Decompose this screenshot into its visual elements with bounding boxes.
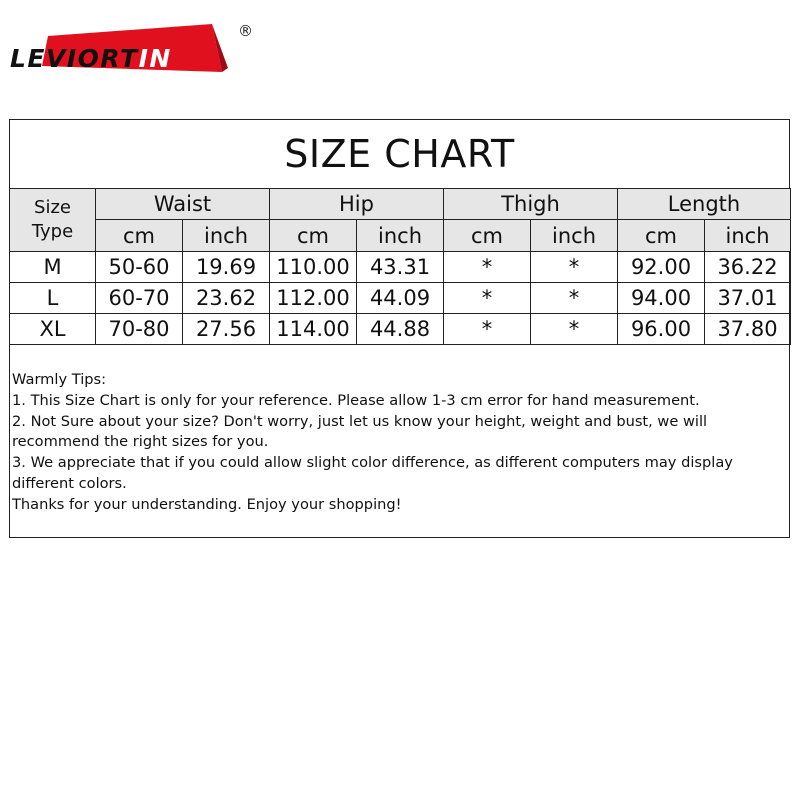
table-cell: 60-70: [96, 283, 183, 314]
tips-section: [12, 370, 782, 516]
tips-item: 3. We appreciate that if you could allow slight color difference, as different computers may display different colors.: [12, 454, 733, 492]
table-cell: 23.62: [183, 283, 270, 314]
table-cell: 19.69: [183, 252, 270, 283]
page-title: SIZE CHART: [284, 132, 515, 176]
unit-header-row: [10, 220, 791, 252]
table-row: [10, 283, 791, 314]
table-row: [10, 252, 791, 283]
tips-item: 1. This Size Chart is only for your reference. Please allow 1-3 cm error for hand measurement.: [12, 391, 700, 409]
table-cell: 114.00: [270, 314, 357, 345]
size-cell: XL: [10, 314, 96, 345]
table-cell: 27.56: [183, 314, 270, 345]
group-header-hip: Hip: [270, 189, 444, 220]
logo-text-light: IN: [138, 44, 172, 73]
table-cell: 92.00: [618, 252, 705, 283]
group-header-waist: Waist: [96, 189, 270, 220]
unit-header: inch: [705, 220, 791, 252]
logo-text-dark: LEVIORT: [10, 44, 139, 73]
unit-header: inch: [183, 220, 270, 252]
tips-item: 2. Not Sure about your size? Don't worry, just let us know your height, weight and bust, we will recommend the right sizes for you.: [12, 412, 708, 451]
table-cell: 110.00: [270, 252, 357, 283]
table-cell: 43.31: [357, 252, 444, 283]
size-table: [9, 188, 791, 345]
group-header-thigh: Thigh: [444, 189, 618, 220]
unit-header: cm: [96, 220, 183, 252]
table-cell: 37.01: [705, 283, 791, 314]
table-cell: 37.80: [705, 314, 791, 345]
table-row: [10, 314, 791, 345]
unit-header: cm: [444, 220, 531, 252]
table-cell: 94.00: [618, 283, 705, 314]
table-cell: 44.09: [357, 283, 444, 314]
size-cell: M: [10, 252, 96, 283]
group-header-length: Length: [618, 189, 791, 220]
registered-trademark-icon: ®: [238, 22, 253, 40]
table-cell: *: [531, 252, 618, 283]
table-cell: *: [531, 314, 618, 345]
unit-header: cm: [270, 220, 357, 252]
unit-header: cm: [618, 220, 705, 252]
table-cell: 112.00: [270, 283, 357, 314]
unit-header: inch: [357, 220, 444, 252]
size-chart-frame: [9, 119, 790, 538]
brand-logo: [8, 14, 253, 86]
size-cell: L: [10, 283, 96, 314]
table-cell: 70-80: [96, 314, 183, 345]
tips-heading: Warmly Tips:: [12, 371, 107, 388]
table-cell: 44.88: [357, 314, 444, 345]
table-cell: 50-60: [96, 252, 183, 283]
table-cell: *: [444, 314, 531, 345]
table-cell: 36.22: [705, 252, 791, 283]
table-cell: *: [531, 283, 618, 314]
unit-header: inch: [531, 220, 618, 252]
table-cell: *: [444, 252, 531, 283]
tips-closing: Thanks for your understanding. Enjoy your shopping!: [12, 495, 402, 513]
size-type-header: Size Type: [10, 189, 96, 252]
table-cell: 96.00: [618, 314, 705, 345]
table-header-row: [10, 189, 791, 220]
logo-text: [10, 44, 230, 73]
table-cell: *: [444, 283, 531, 314]
